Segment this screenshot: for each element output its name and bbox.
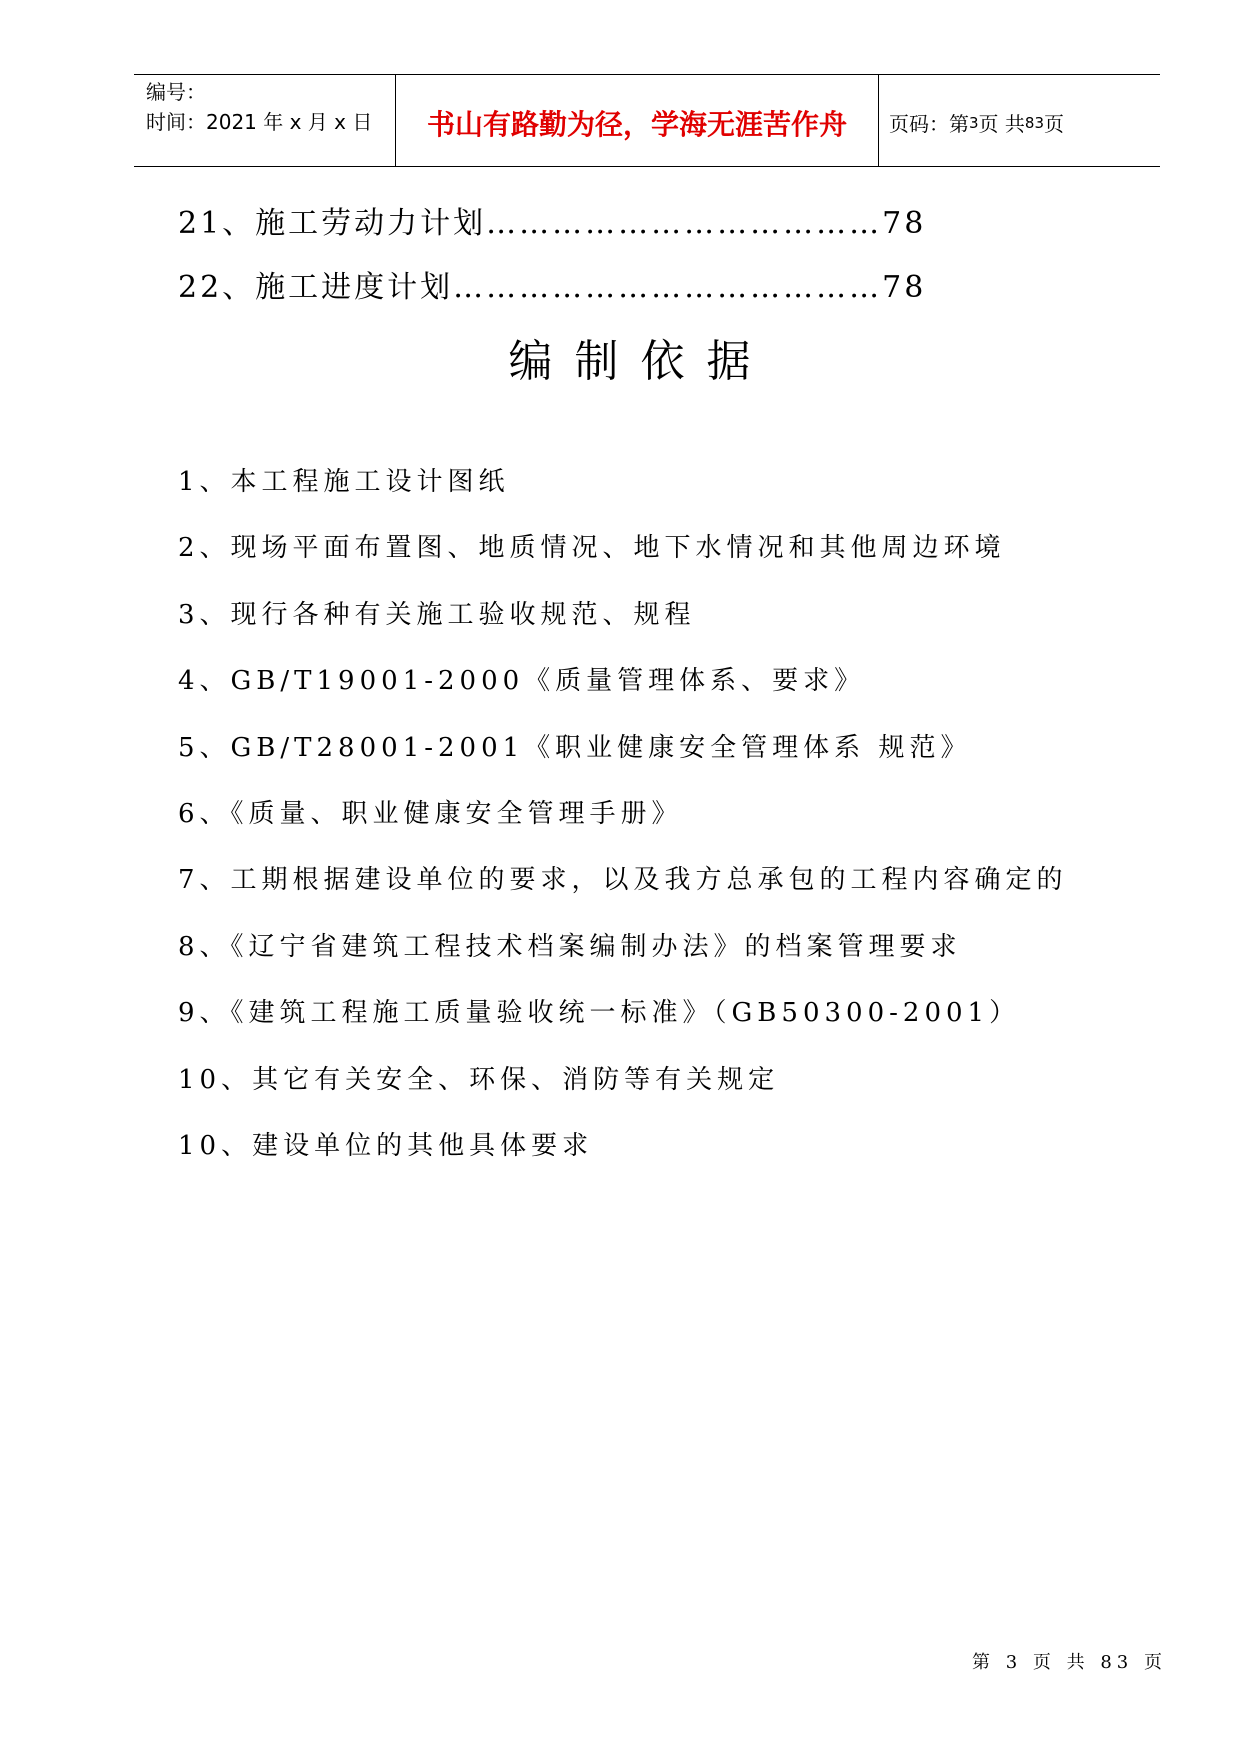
toc-entry-22: 22、施工进度计划…………………………………78 <box>178 270 927 305</box>
basis-list <box>178 462 1068 1192</box>
header-meta-cell <box>134 75 396 166</box>
header-motto: 书山有路勤为径，学海无涯苦作舟 <box>396 75 879 166</box>
page-suffix: 页 <box>1044 112 1064 136</box>
header-page-info <box>879 75 1160 166</box>
page-footer: 第 3 页 共 83 页 <box>972 1652 1167 1673</box>
basis-item-1: 1、本工程施工设计图纸 <box>178 467 510 497</box>
page-current: 3 <box>969 113 979 132</box>
basis-item-6: 6、《质量、职业健康安全管理手册》 <box>178 798 683 829</box>
basis-item-3: 3、现行各种有关施工验收规范、规程 <box>178 599 696 630</box>
document-number-label: 编号： <box>146 80 206 104</box>
basis-item-5: 5、GB/T28001-2001《职业健康安全管理体系 规范》 <box>178 732 972 763</box>
basis-item-4: 4、GB/T19001-2000《质量管理体系、要求》 <box>178 666 866 697</box>
basis-item-2: 2、现场平面布置图、地质情况、地下水情况和其他周边环境 <box>178 533 1006 564</box>
section-title: 编制依据 <box>508 336 773 387</box>
page-header <box>134 74 1160 167</box>
basis-item-10a: 10、其它有关安全、环保、消防等有关规定 <box>178 1064 780 1095</box>
toc-entry-21: 21、施工劳动力计划………………………………78 <box>178 206 927 241</box>
basis-item-9: 9、《建筑工程施工质量验收统一标准》（GB50300-2001） <box>178 998 1021 1029</box>
basis-item-10b: 10、建设单位的其他具体要求 <box>178 1130 594 1161</box>
basis-item-7: 7、工期根据建设单位的要求，以及我方总承包的工程内容确定的 <box>178 865 1068 896</box>
page-prefix: 页码：第 <box>889 112 969 136</box>
basis-item-8: 8、《辽宁省建筑工程技术档案编制办法》的档案管理要求 <box>178 931 962 962</box>
page-mid: 页 共 <box>978 112 1025 136</box>
document-time-label: 时间：2021 年 x 月 x 日 <box>146 110 373 134</box>
page-total: 83 <box>1024 113 1044 132</box>
